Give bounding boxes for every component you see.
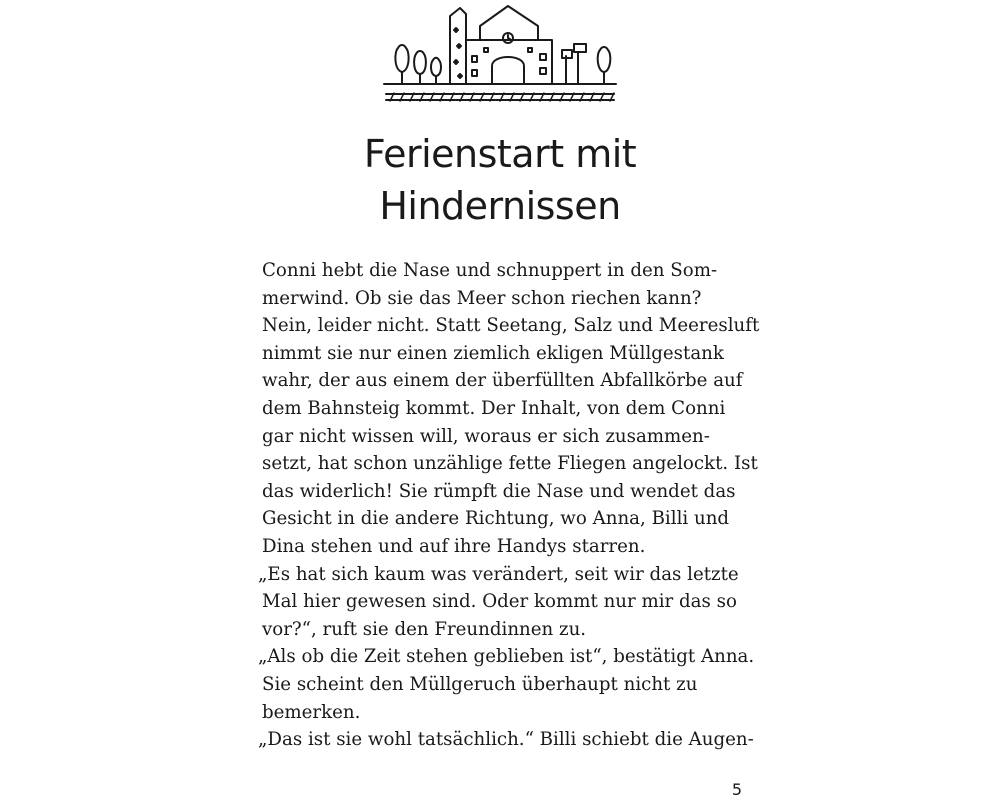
text-line: das widerlich! Sie rümpft die Nase und wendet das bbox=[262, 480, 736, 502]
text-line: Sie scheint den Müllgeruch überhaupt nicht zu bbox=[262, 673, 698, 695]
text-line: dem Bahnsteig kommt. Der Inhalt, von dem Conni bbox=[262, 397, 726, 419]
text-line: Mal hier gewesen sind. Oder kommt nur mir das so bbox=[262, 591, 737, 613]
text-line: merwind. Ob sie das Meer schon riechen kann? bbox=[262, 287, 702, 309]
body-text bbox=[258, 257, 762, 754]
text-line: Dina stehen und auf ihre Handys starren. bbox=[262, 535, 646, 557]
text-line: bemerken. bbox=[262, 701, 361, 723]
chapter-title-line-2: Hindernissen bbox=[379, 184, 621, 228]
text-line: „Als ob die Zeit stehen geblieben ist“, bestätigt Anna. bbox=[258, 646, 755, 668]
train-station-icon bbox=[380, 4, 620, 104]
chapter-title-line-1: Ferienstart mit bbox=[363, 132, 637, 176]
page-number: 5 bbox=[731, 780, 742, 799]
chapter-title bbox=[0, 128, 1000, 232]
text-line: gar nicht wissen will, woraus er sich zusammen- bbox=[262, 425, 710, 447]
text-line: „Es hat sich kaum was verändert, seit wir das letzte bbox=[258, 563, 739, 585]
text-line: Nein, leider nicht. Statt Seetang, Salz und Meeresluft bbox=[262, 315, 760, 337]
text-line: vor?“, ruft sie den Freundinnen zu. bbox=[262, 618, 587, 640]
text-line: Gesicht in die andere Richtung, wo Anna, Billi und bbox=[262, 508, 730, 530]
text-line: „Das ist sie wohl tatsächlich.“ Billi schiebt die Augen- bbox=[258, 729, 754, 751]
text-line: setzt, hat schon unzählige fette Fliegen angelockt. Ist bbox=[262, 453, 758, 475]
text-line: nimmt sie nur einen ziemlich ekligen Müllgestank bbox=[262, 342, 724, 364]
text-line: wahr, der aus einem der überfüllten Abfallkörbe auf bbox=[262, 370, 743, 392]
text-line: Conni hebt die Nase und schnuppert in den Som- bbox=[262, 260, 718, 281]
